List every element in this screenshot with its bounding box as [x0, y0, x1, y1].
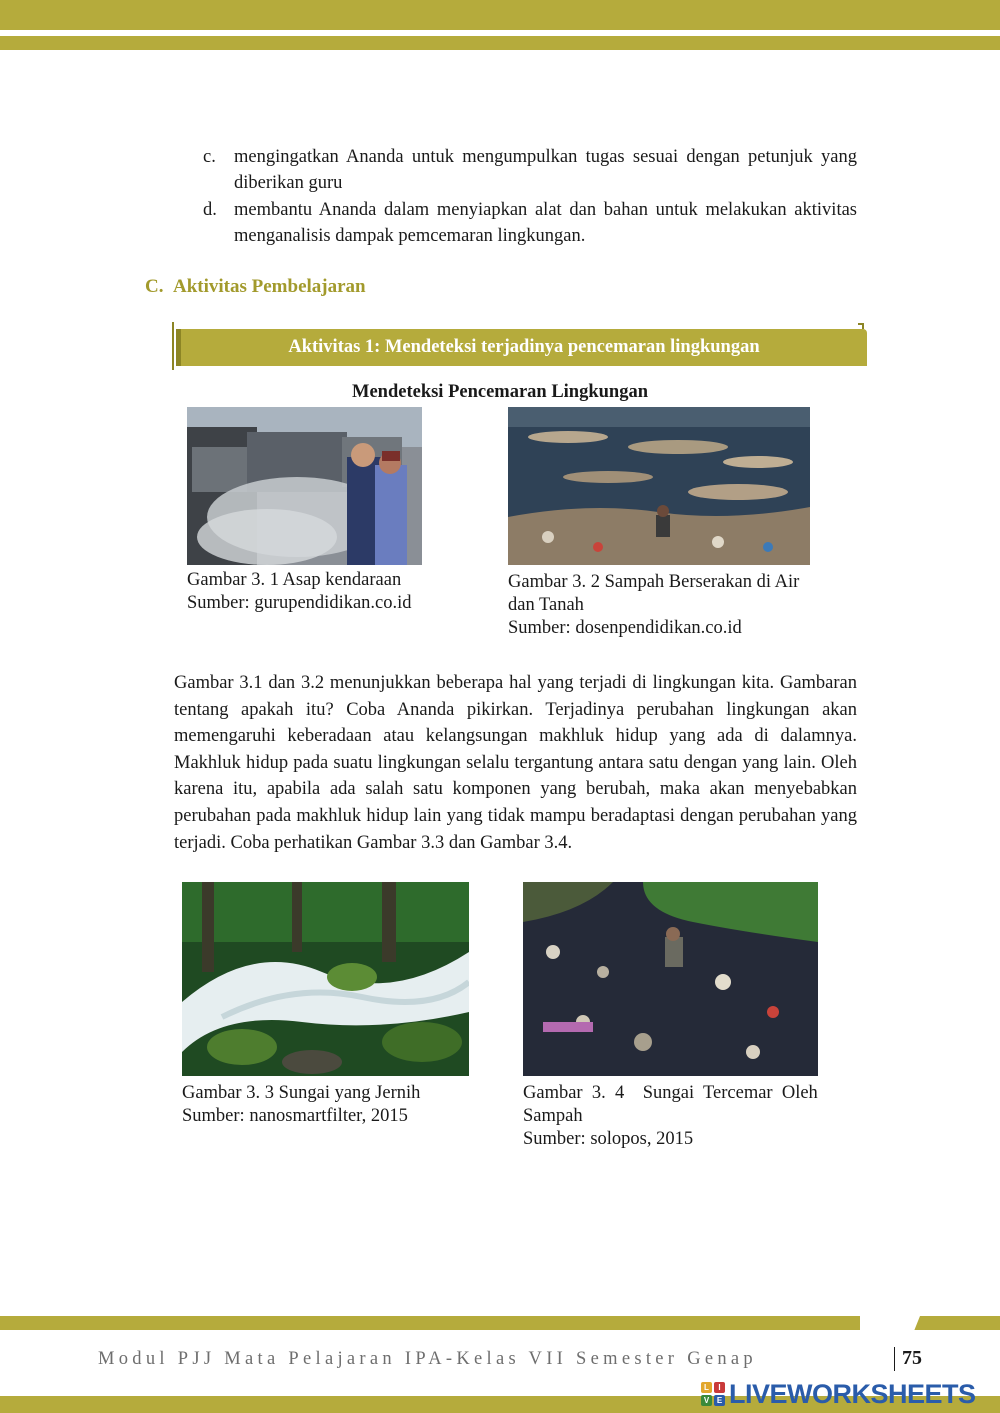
caption-figure-3-4 — [523, 1082, 848, 1151]
footer-module-title: Modul PJJ Mata Pelajaran IPA-Kelas VII Semester Genap — [98, 1349, 757, 1369]
caption-source: Sumber: gurupendidikan.co.id — [187, 593, 412, 613]
caption-source: Sumber: solopos, 2015 — [523, 1129, 694, 1149]
page-number-divider — [894, 1347, 895, 1371]
section-heading — [145, 276, 366, 298]
banner-left-rule — [172, 322, 174, 370]
list-item-c — [203, 144, 857, 196]
caption-line: Gambar 3. 2 Sampah Berserakan di Air — [508, 572, 800, 592]
section-title: Aktivitas Pembelajaran — [173, 276, 366, 297]
caption-line: Gambar 3. 3 Sungai yang Jernih — [182, 1083, 421, 1103]
liveworksheets-grid-icon — [701, 1382, 725, 1406]
logo-cell: E — [714, 1395, 725, 1406]
logo-cell: L — [701, 1382, 712, 1393]
caption-figure-3-2 — [508, 571, 799, 640]
caption-line: Sampah — [523, 1106, 583, 1126]
header-band — [0, 0, 1000, 30]
caption-source: Sumber: nanosmartfilter, 2015 — [182, 1106, 408, 1126]
caption-line: dan Tanah — [508, 595, 584, 615]
photo-vehicle-exhaust — [187, 407, 422, 565]
list-letter: d. — [203, 200, 217, 220]
list-text: mengingatkan Ananda untuk mengumpulkan tugas sesuai dengan petunjuk yang diberikan guru — [234, 147, 857, 193]
logo-cell: V — [701, 1395, 712, 1406]
header-band-lower — [0, 36, 1000, 50]
figure-section-title: Mendeteksi Pencemaran Lingkungan — [351, 382, 649, 402]
caption-line: Gambar 3. 1 Asap kendaraan — [187, 570, 402, 590]
activity-banner-title: Aktivitas 1: Mendeteksi terjadinya pencemaran lingkungan — [288, 337, 760, 357]
logo-cell: I — [714, 1382, 725, 1393]
body-paragraph: Gambar 3.1 dan 3.2 menunjukkan beberapa hal yang terjadi di lingkungan kita. Gambaran tentang apakah itu? Coba Ananda pikirkan. Terjadinya perubahan lingkungan akan memengaruhi keberadaan atau kelangsungan makhluk hidup yang ada di dalamnya. Makhluk hidup pada suatu lingkungan selalu tergantung antara satu dengan yang lain. Oleh karena itu, apabila ada salah satu komponen yang berubah, maka akan menyebabkan perubahan pada makhluk hidup lain yang tidak mampu beradaptasi dengan perubahan yang terjadi. Coba perhatikan Gambar 3.3 dan Gambar 3.4. — [174, 673, 857, 853]
photo-polluted-river — [523, 882, 818, 1076]
list-letter: c. — [203, 147, 216, 167]
caption-figure-3-3 — [182, 1082, 420, 1128]
caption-figure-3-1 — [187, 569, 412, 615]
footer-band — [0, 1316, 1000, 1330]
photo-clear-river — [182, 882, 469, 1076]
page-number: 75 — [902, 1347, 922, 1369]
liveworksheets-logo — [701, 1378, 976, 1410]
liveworksheets-wordmark: LIVEWORKSHEETS — [729, 1378, 976, 1409]
caption-source: Sumber: dosenpendidikan.co.id — [508, 618, 742, 638]
caption-line: Gambar 3. 4 Sungai Tercemar Oleh — [523, 1083, 818, 1103]
section-letter: C. — [145, 276, 164, 297]
activity-banner — [176, 329, 867, 366]
photo-scattered-waste — [508, 407, 810, 565]
list-text: membantu Ananda dalam menyiapkan alat dan bahan untuk melakukan aktivitas menganalisis dampak pemcemaran lingkungan. — [234, 200, 857, 246]
list-item-d — [203, 197, 857, 249]
